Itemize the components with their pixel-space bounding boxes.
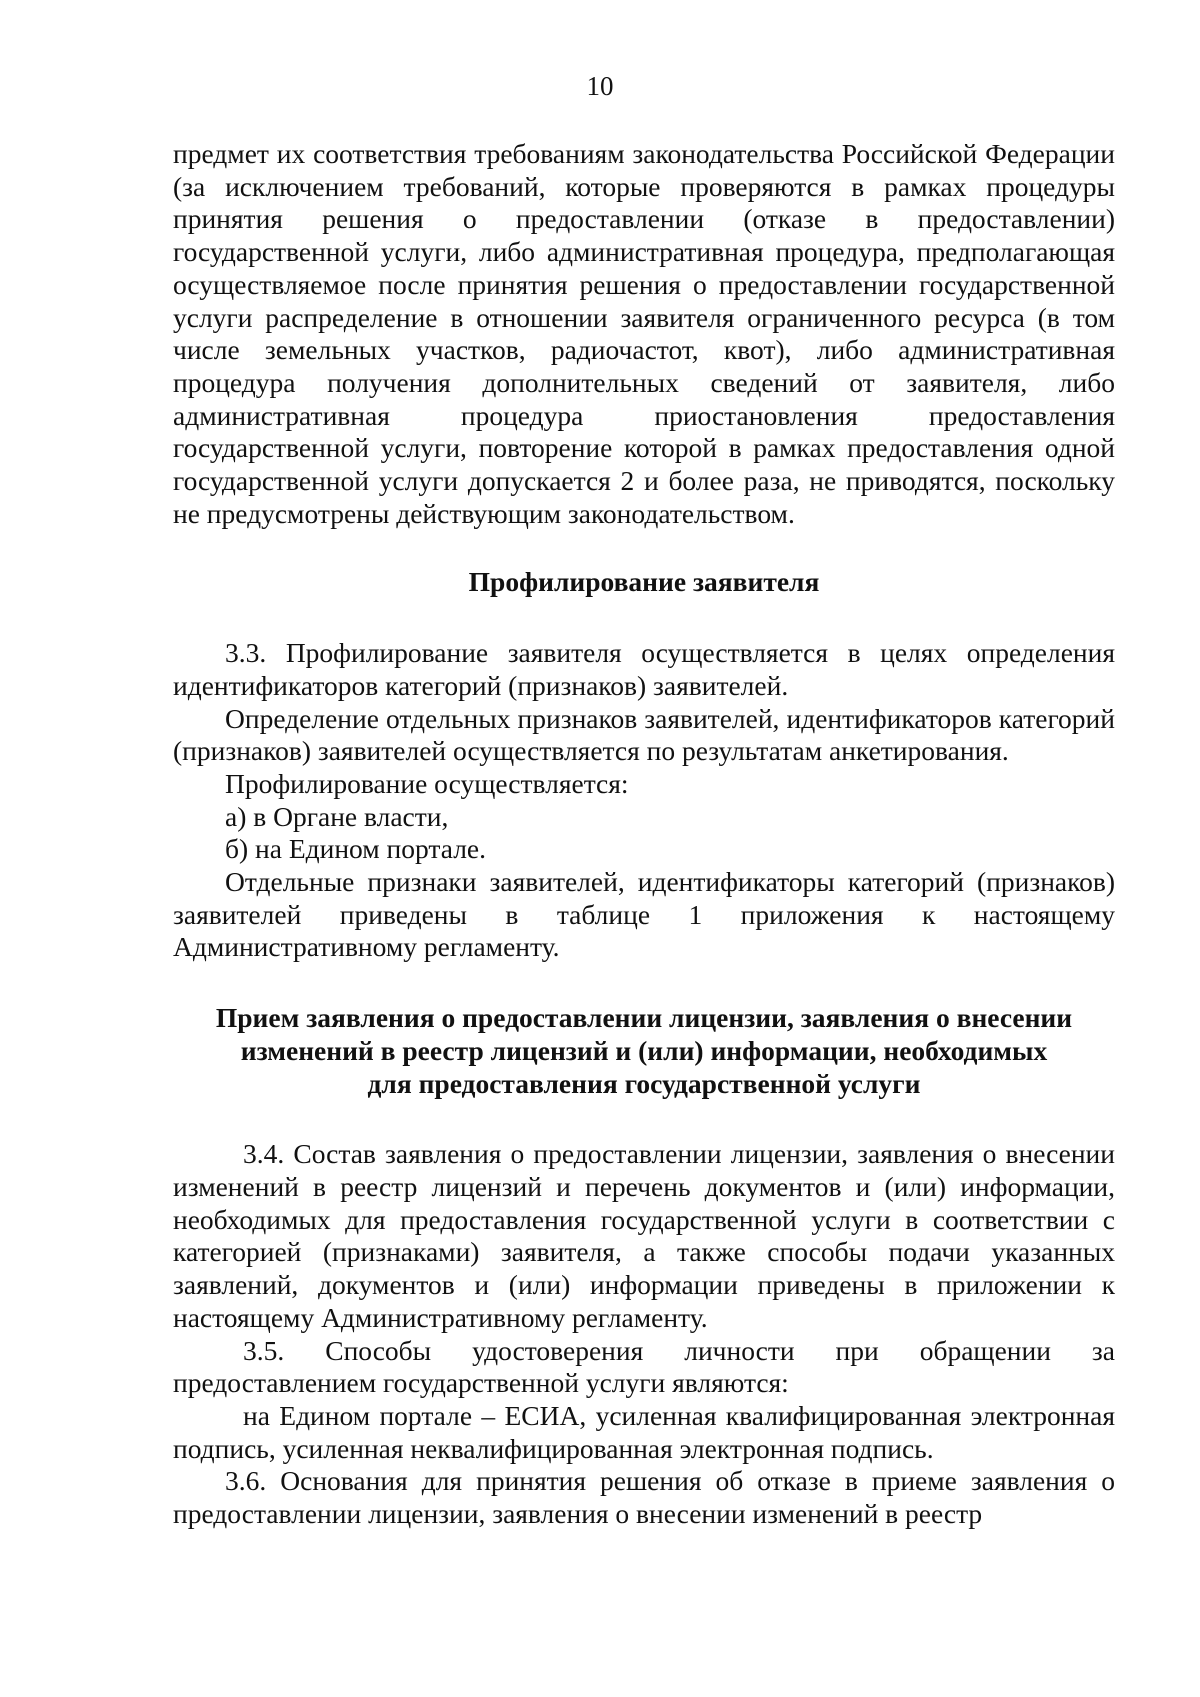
paragraph-identification-methods: на Едином портале – ЕСИА, усиленная квалифицированная электронная подпись, усиленная неквалифицированная электронная подпись. xyxy=(173,1399,1115,1464)
paragraph-profiling-definition: Определение отдельных признаков заявителей, идентификаторов категорий (признаков) заявителей осуществляется по результатам анкетирования. xyxy=(173,702,1115,767)
paragraph-3-5: 3.5. Способы удостоверения личности при обращении за предоставлением государственной услуги являются: xyxy=(173,1334,1115,1399)
heading-line: Прием заявления о предоставлении лицензии, заявления о внесении xyxy=(215,1002,1073,1034)
document-body xyxy=(173,138,1115,1531)
paragraph-3-4: 3.4. Состав заявления о предоставлении лицензии, заявления о внесении изменений в реестр лицензий и перечень документов и (или) информации, необходимых для предоставления государственной услуги в соответствии с категорией (признаками) заявителя, а также способы подачи указанных заявлений, документов и (или) информации приведены в приложении к настоящему Административному регламенту. xyxy=(173,1138,1115,1333)
paragraph-continuation: предмет их соответствия требованиям законодательства Российской Федерации (за исключением требований, которые проверяются в рамках процедуры принятия решения о предоставлении (отказе в предоставлении) государственной услуги, либо административная процедура, предполагающая осуществляемое после принятия решения о предоставлении государственной услуги распределение в отношении заявителя ограниченного ресурса (в том числе земельных участков, радиочастот, квот), либо административная процедура получения дополнительных сведений от заявителя, либо административная процедура приостановления предоставления государственной услуги, повторение которой в рамках предоставления одной государственной услуги допускается 2 и более раза, не приводятся, поскольку не предусмотрены действующим законодательством. xyxy=(173,138,1115,529)
list-item-b: б) на Едином портале. xyxy=(225,833,487,865)
paragraph-3-3: 3.3. Профилирование заявителя осуществляется в целях определения идентификаторов категорий (признаков) заявителей. xyxy=(173,637,1115,701)
page-number: 10 xyxy=(586,71,614,101)
section-heading-profiling: Профилирование заявителя xyxy=(468,566,820,598)
list-item-a: а) в Органе власти, xyxy=(225,800,449,832)
section-heading-reception xyxy=(173,1002,1115,1100)
heading-line: изменений в реестр лицензий и (или) информации, необходимых xyxy=(240,1034,1048,1066)
paragraph-profiling-table-ref: Отдельные признаки заявителей, идентификаторы категорий (признаков) заявителей приведены в таблице 1 приложения к настоящему Административному регламенту. xyxy=(173,866,1115,963)
paragraph-3-6: 3.6. Основания для принятия решения об отказе в приеме заявления о предоставлении лицензии, заявления о внесении изменений в реестр xyxy=(173,1465,1115,1530)
heading-line: для предоставления государственной услуги xyxy=(367,1067,921,1099)
paragraph-profiling-where: Профилирование осуществляется: xyxy=(225,767,629,799)
